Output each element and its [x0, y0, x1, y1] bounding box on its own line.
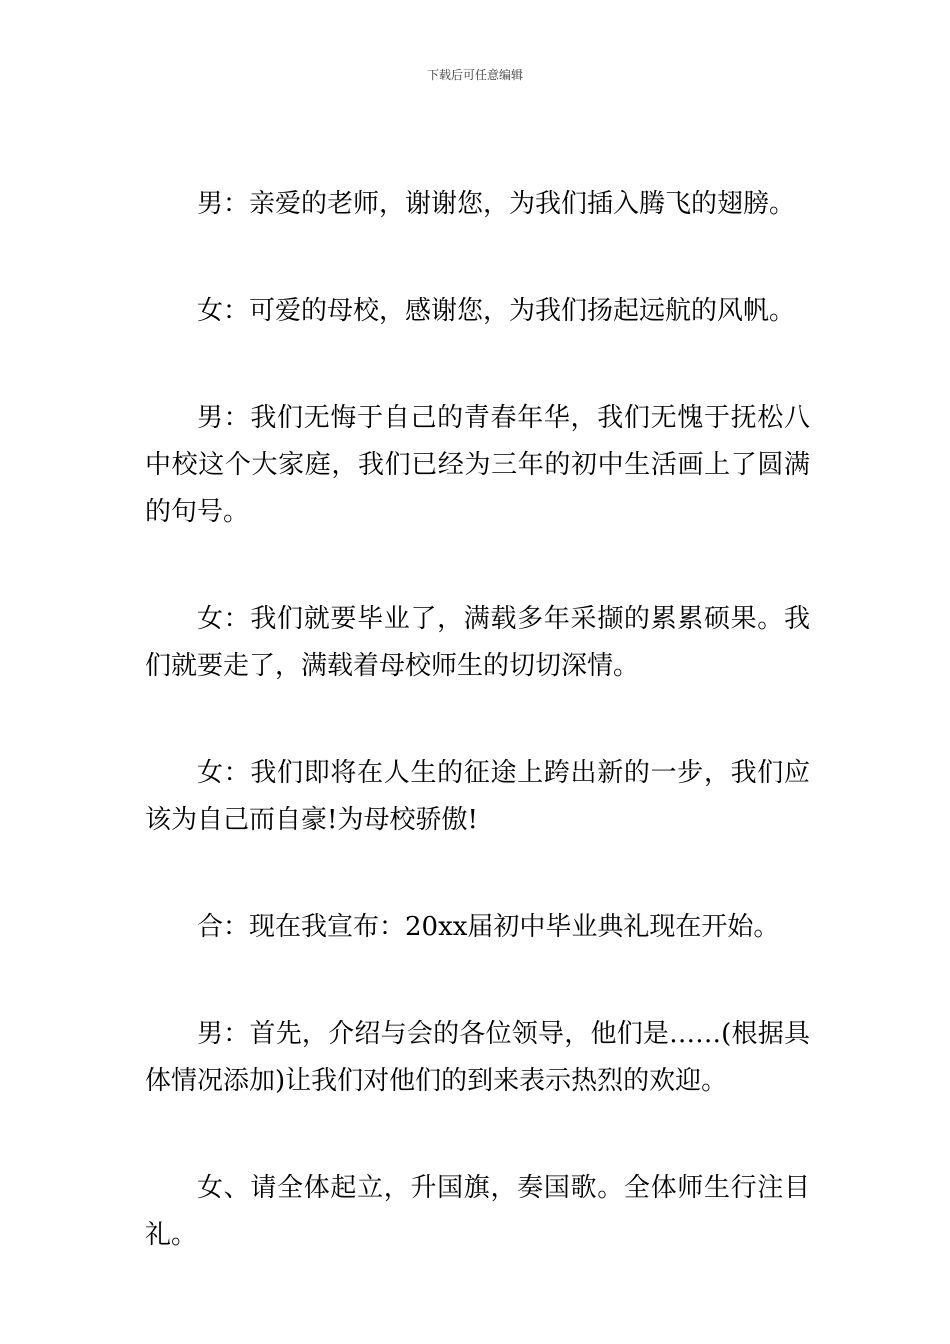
paragraph-3: 男：我们无悔于自己的青春年华，我们无愧于抚松八中校这个大家庭，我们已经为三年的初中生活画上了圆满的句号。 — [145, 403, 810, 527]
paragraph-5: 女：我们即将在人生的征途上跨出新的一步，我们应该为自己而自豪!为母校骄傲! — [145, 758, 810, 835]
paragraph-2: 女：可爱的母校，感谢您，为我们扬起远航的风帆。 — [197, 296, 796, 326]
paragraph-1: 男：亲爱的老师，谢谢您，为我们插入腾飞的翅膀。 — [197, 189, 796, 219]
paragraph-4: 女：我们就要毕业了，满载多年采撷的累累硕果。我们就要走了，满载着母校师生的切切深情。 — [145, 604, 810, 681]
document-body — [145, 181, 810, 1319]
paragraph-8: 女、请全体起立，升国旗，奏国歌。全体师生行注目礼。 — [145, 1173, 810, 1250]
page-header: 下载后可任意编辑 — [426, 68, 523, 82]
paragraph-7: 男：首先，介绍与会的各位领导，他们是……(根据具体情况添加)让我们对他们的到来表示热烈的欢迎。 — [145, 1019, 810, 1096]
paragraph-6: 合：现在我宣布：20xx届初中毕业典礼现在开始。 — [197, 912, 780, 942]
